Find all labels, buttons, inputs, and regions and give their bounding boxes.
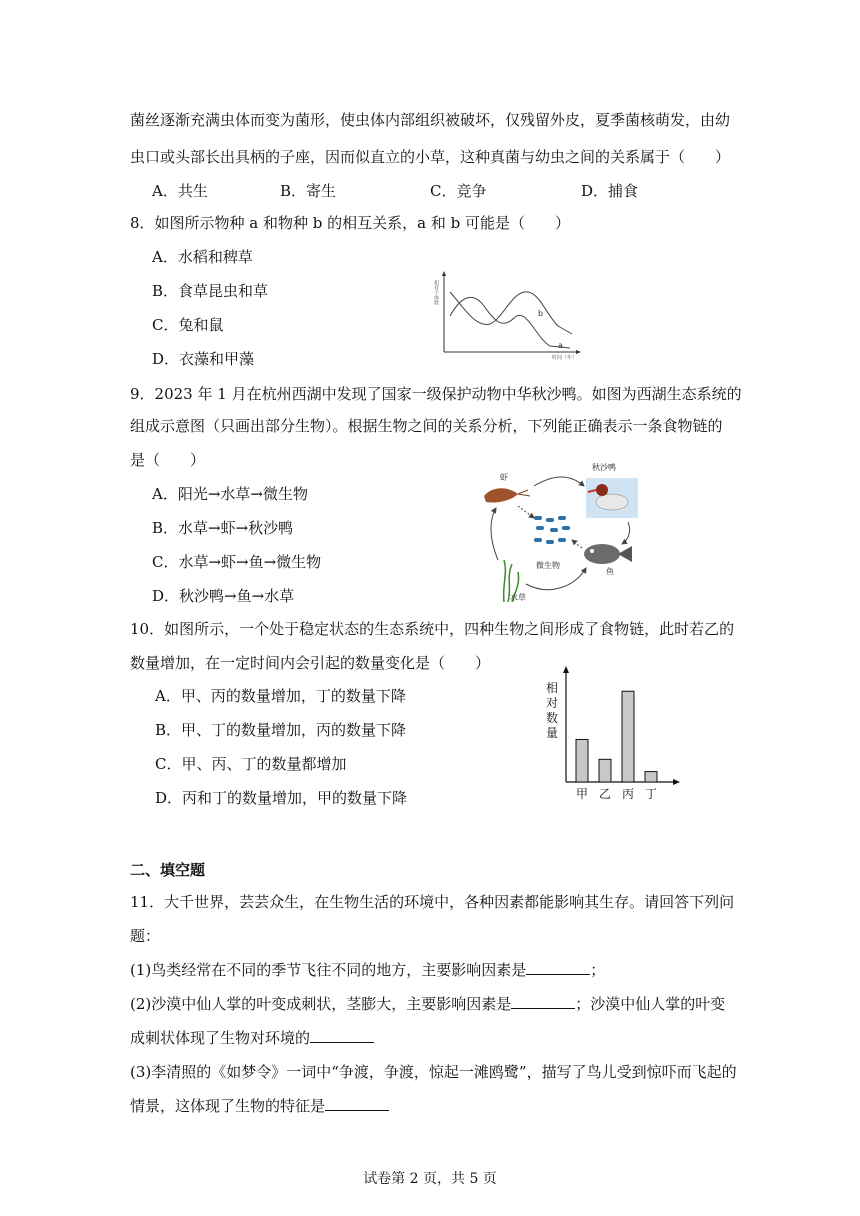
q11-part2-line2-text: 成刺状体现了生物对环境的 bbox=[130, 1029, 311, 1047]
q10-bar-chart bbox=[538, 664, 688, 804]
q8-option-a: A．水稻和稗草 bbox=[152, 248, 253, 266]
q11-part1 bbox=[130, 960, 605, 980]
q8-curve-a bbox=[450, 297, 570, 348]
q10-option-a: A．甲、丙的数量增加，丁的数量下降 bbox=[155, 687, 406, 705]
q7-option-d: D．捕食 bbox=[581, 182, 639, 200]
q7-line1: 菌丝逐渐充满虫体而变为菌形，使虫体内部组织被破坏，仅残留外皮，夏季菌核萌发，由幼 bbox=[130, 111, 731, 129]
shrimp-icon bbox=[484, 488, 530, 502]
q9-ecosystem-figure bbox=[478, 456, 648, 606]
q8-option-c: C．兔和鼠 bbox=[152, 316, 224, 334]
q10-option-c: C．甲、丙、丁的数量都增加 bbox=[155, 755, 347, 773]
q11-part1-blank[interactable] bbox=[526, 960, 590, 975]
q10-line1: 10．如图所示，一个处于稳定状态的生态系统中，四种生物之间形成了食物链，此时若乙的 bbox=[130, 620, 735, 638]
q10-bar-1 bbox=[576, 739, 588, 782]
q11-part2-text-b: ；沙漠中仙人掌的叶变 bbox=[575, 995, 726, 1013]
q10-ylabel-char: 数 bbox=[545, 711, 559, 725]
q8-option-b: B．食草昆虫和草 bbox=[152, 282, 269, 300]
q10-bar-3 bbox=[622, 691, 634, 782]
microbe-icon bbox=[532, 514, 572, 550]
q7-option-b: B．寄生 bbox=[280, 182, 337, 200]
q8-stem: 8．如图所示物种 a 和物种 b 的相互关系，a 和 b 可能是（ ） bbox=[130, 214, 571, 232]
q10-option-d: D．丙和丁的数量增加，甲的数量下降 bbox=[155, 789, 408, 807]
q10-option-b: B．甲、丁的数量增加，丙的数量下降 bbox=[155, 721, 407, 739]
q11-part1-end: ； bbox=[590, 961, 606, 979]
q8-label-b: b bbox=[538, 309, 544, 318]
q9-option-d: D．秋沙鸭→鱼→水草 bbox=[152, 587, 295, 605]
shrimp-label: 虾 bbox=[500, 473, 508, 482]
q11-part3-blank[interactable] bbox=[325, 1096, 389, 1111]
q9-option-a: A．阳光→水草→微生物 bbox=[152, 485, 308, 503]
q7-line2: 虫口或头部长出具柄的子座，因而似直立的小草，这种真菌与幼虫之间的关系属于（ ） bbox=[130, 148, 731, 166]
q11-part2-line2 bbox=[130, 1028, 374, 1048]
q10-ylabel-char: 量 bbox=[545, 726, 559, 740]
q11-part3-line1: (3)李清照的《如梦令》一词中“争渡，争渡，惊起一滩鸥鹭”，描写了鸟儿受到惊吓而飞起的 bbox=[130, 1063, 737, 1081]
page-footer: 试卷第 2 页，共 5 页 bbox=[363, 1171, 497, 1187]
q8-population-figure bbox=[428, 268, 588, 362]
q11-part2 bbox=[130, 994, 725, 1014]
q10-bar-2 bbox=[599, 759, 611, 782]
q10-category-label-4: 丁 bbox=[644, 787, 658, 801]
q9-option-c: C．水草→虾→鱼→微生物 bbox=[152, 553, 322, 571]
q8-label-a: a bbox=[558, 341, 563, 350]
q9-option-b: B．水草→虾→秋沙鸭 bbox=[152, 519, 294, 537]
q9-line2: 组成示意图（只画出部分生物）。根据生物之间的关系分析，下列能正确表示一条食物链的 bbox=[130, 417, 723, 435]
q11-line2: 题： bbox=[130, 927, 161, 945]
q7-option-c: C．竞争 bbox=[430, 182, 487, 200]
duck-icon bbox=[586, 478, 638, 518]
q10-category-label-2: 乙 bbox=[598, 787, 612, 801]
q11-part3-line2 bbox=[130, 1096, 389, 1116]
q11-part2-blank1[interactable] bbox=[511, 994, 575, 1009]
q11-part2-blank2[interactable] bbox=[310, 1028, 374, 1043]
q11-part1-text: (1)鸟类经常在不同的季节飞往不同的地方，主要影响因素是 bbox=[130, 961, 527, 979]
q8-option-d: D．衣藻和甲藻 bbox=[152, 350, 255, 368]
microbe-label: 微生物 bbox=[536, 561, 560, 570]
fish-icon bbox=[584, 544, 632, 564]
water-grass-label: 水草 bbox=[510, 593, 526, 602]
q10-category-label-1: 甲 bbox=[575, 787, 589, 801]
q8-xlabel: 时间（年） bbox=[552, 355, 578, 361]
fish-label: 鱼 bbox=[606, 567, 614, 576]
q10-ylabel-char: 相 bbox=[545, 681, 559, 695]
section-2-title: 二、填空题 bbox=[130, 861, 206, 879]
q11-line1: 11．大千世界，芸芸众生，在生物生活的环境中，各种因素都能影响其生存。请回答下列问 bbox=[130, 893, 735, 911]
q10-category-label-3: 丙 bbox=[621, 787, 635, 801]
q8-ylabel: 相对个体数 bbox=[433, 280, 439, 305]
q11-part2-text-a: (2)沙漠中仙人掌的叶变成刺状，茎膨大，主要影响因素是 bbox=[130, 995, 512, 1013]
q10-bar-4 bbox=[645, 772, 657, 782]
q11-part3-line2-text: 情景，这体现了生物的特征是 bbox=[130, 1097, 326, 1115]
q10-line2: 数量增加，在一定时间内会引起的数量变化是（ ） bbox=[130, 654, 491, 672]
q9-line3: 是（ ） bbox=[130, 451, 206, 469]
q10-ylabel bbox=[546, 680, 558, 740]
q7-option-a: A．共生 bbox=[152, 182, 208, 200]
duck-label: 秋沙鸭 bbox=[592, 463, 616, 472]
q9-line1: 9．2023 年 1 月在杭州西湖中发现了国家一级保护动物中华秋沙鸭。如图为西湖生态系统的 bbox=[130, 385, 742, 403]
q10-ylabel-char: 对 bbox=[545, 696, 559, 710]
q8-curve-b bbox=[450, 292, 572, 334]
